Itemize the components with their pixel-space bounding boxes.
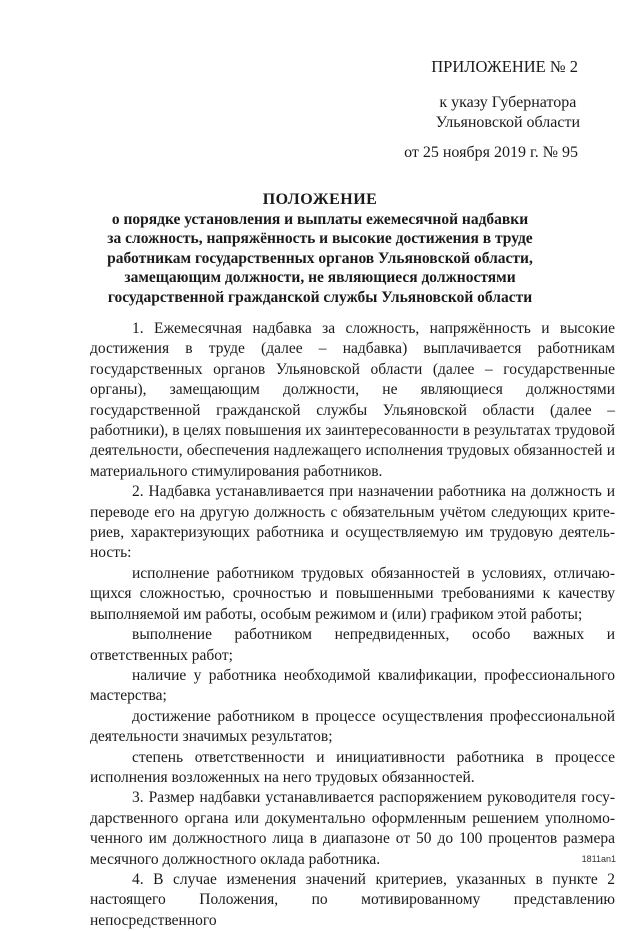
decree-line-1: к указу Губернатора [439, 94, 577, 111]
paragraph-4: 4. В случае изменения значений критериев, указанных в пункте 2 настоящего Положения, по мотивированному представлению непосредственного [90, 870, 615, 929]
heading-line: за сложность, напряжённость и высокие достижения в труде [107, 230, 533, 247]
heading-title: ПОЛОЖЕНИЕ [262, 191, 378, 208]
criterion-4: достижение работником в процессе осуществления профессиональной деятельности значимых результатов; [90, 707, 615, 746]
paragraph-3: 3. Размер надбавки устанавливается распоряжением руководителя государственного органа или документально оформленным решением уполномоченного им должностного лица в диапазоне от 50 до 100 процентов размера месячного должностного оклада работника. [90, 789, 615, 868]
appendix-decree-reference [436, 93, 580, 133]
appendix-date-number: от 25 ноября 2019 г. № 95 [404, 144, 578, 161]
criterion-1: исполнение работником трудовых обязанностей в условиях, отличающихся сложностью, срочностью и повышенными требованиями к качеству выполняемой им работы, особым режимом и (или) графиком этой работы; [90, 564, 615, 623]
decree-line-2: Ульяновской области [435, 114, 580, 131]
heading-line: о порядке установления и выплаты ежемесячной надбавки [111, 210, 529, 228]
criterion-2: выполнение работником непредвиденных, особо важных и ответственных работ; [90, 626, 615, 664]
criterion-5: степень ответственности и инициативности работника в процессе исполнения возложенных на него трудовых обязанностей. [90, 748, 615, 786]
appendix-title: ПРИЛОЖЕНИЕ № 2 [431, 57, 578, 76]
paragraph-1: 1. Ежемесячная надбавка за сложность, напряжённость и высокие достижения в труде (далее – надбавка) выплачивается работникам государственных органов Ульяновской области (далее – государственные органы), замещающим должности, не являющиеся должностями государственной гражданской службы Ульяновской области (далее – работники), в целях повышения их заинтересованности в результатах трудовой деятельности, обеспечения надлежащего исполнения трудовых обязанностей и материального стимулирования работников. [90, 320, 615, 480]
document-body [90, 319, 615, 931]
heading-line: работникам государственных органов Ульяновской области, [107, 249, 533, 267]
heading-line: замещающим должности, не являющиеся должностями [124, 269, 516, 286]
document-code: 1811an1 [581, 854, 616, 864]
criterion-3: наличие у работника необходимой квалификации, профессионального мастерства; [90, 666, 615, 705]
document-heading [60, 190, 580, 307]
heading-line: государственной гражданской службы Ульяновской области [107, 288, 533, 306]
paragraph-2: 2. Надбавка устанавливается при назначении работника на должность и переводе его на другую должность с обязательным учётом следующих критериев, характеризующих работника и осуществляемую им трудовую деятельность: [90, 483, 615, 562]
